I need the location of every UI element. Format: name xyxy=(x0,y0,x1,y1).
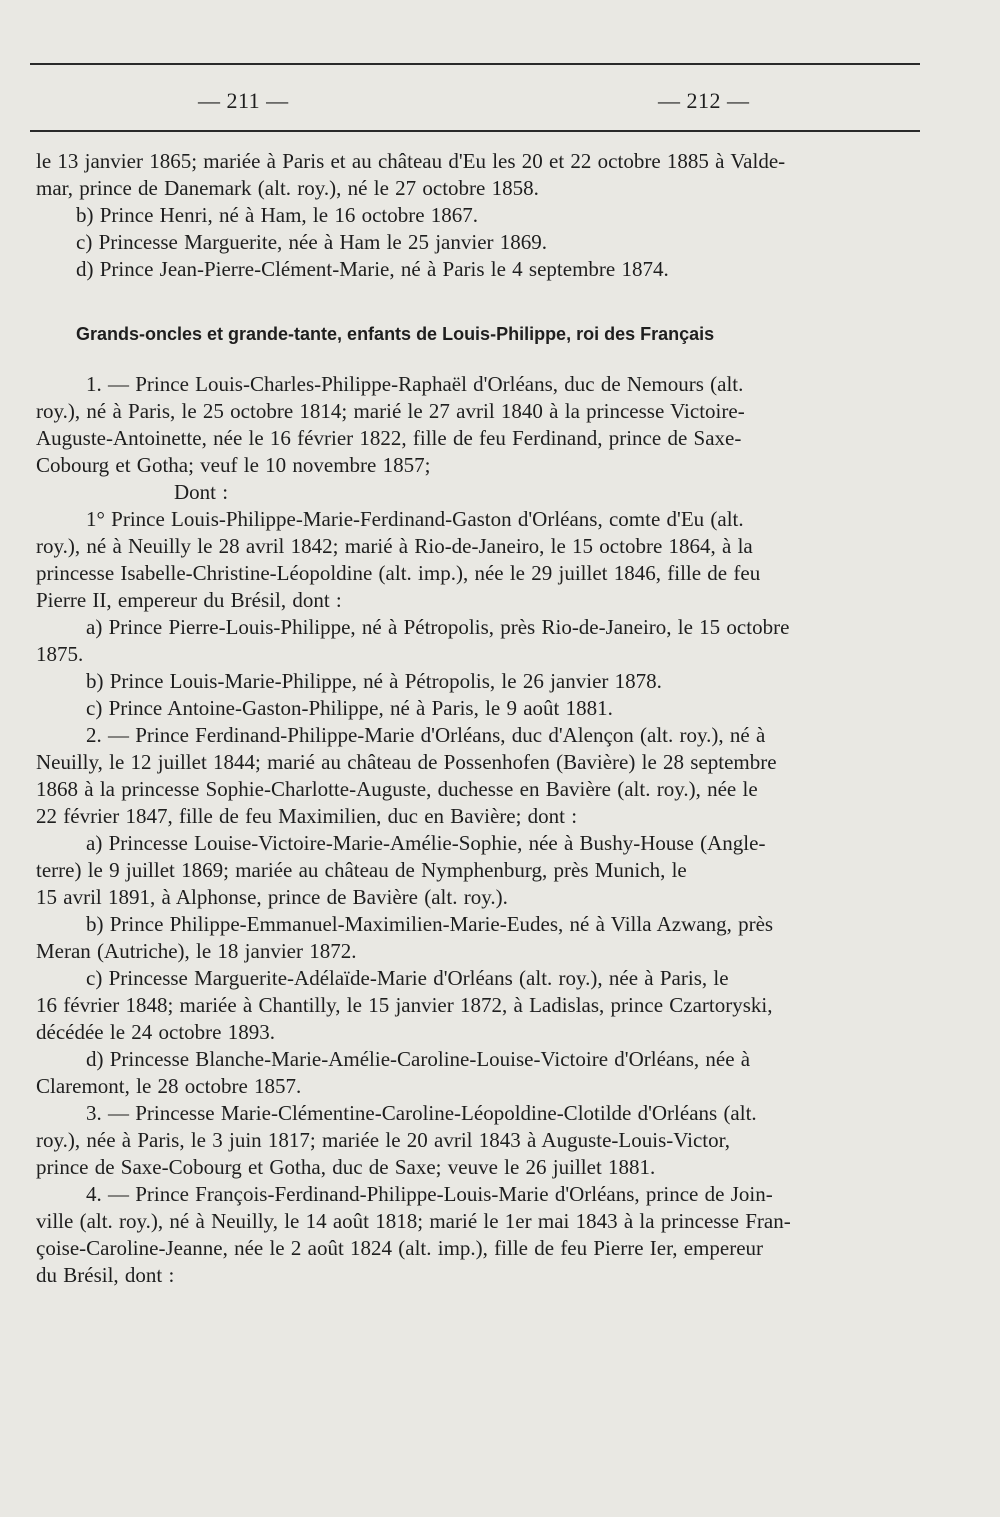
text-line: décédée le 24 octobre 1893. xyxy=(36,1020,275,1044)
text-line: 2. — Prince Ferdinand-Philippe-Marie d'Orléans, duc d'Alençon (alt. roy.), né à xyxy=(86,723,766,747)
page-number-left: — 211 — xyxy=(198,88,289,113)
text-line: Auguste-Antoinette, née le 16 février 1822, fille de feu Ferdinand, prince de Saxe- xyxy=(36,426,742,450)
text-line: çoise-Caroline-Jeanne, née le 2 août 1824 (alt. imp.), fille de feu Pierre Ier, empereur xyxy=(36,1236,764,1260)
text-line: du Brésil, dont : xyxy=(36,1263,175,1287)
text-line: b) Prince Louis-Marie-Philippe, né à Pétropolis, le 26 janvier 1878. xyxy=(86,669,662,693)
text-line: d) Prince Jean-Pierre-Clément-Marie, né à Paris le 4 septembre 1874. xyxy=(76,257,669,281)
text-line: d) Princesse Blanche-Marie-Amélie-Caroline-Louise-Victoire d'Orléans, née à xyxy=(86,1047,751,1071)
text-line: roy.), née à Paris, le 3 juin 1817; mariée le 20 avril 1843 à Auguste-Louis-Victor, xyxy=(36,1128,731,1152)
text-line: Meran (Autriche), le 18 janvier 1872. xyxy=(36,939,357,963)
text-line: c) Princesse Marguerite-Adélaïde-Marie d'Orléans (alt. roy.), née à Paris, le xyxy=(86,966,729,990)
text-line: roy.), né à Neuilly le 28 avril 1842; marié à Rio-de-Janeiro, le 15 octobre 1864, à la xyxy=(36,534,753,558)
text-line: princesse Isabelle-Christine-Léopoldine (alt. imp.), née le 29 juillet 1846, fille de feu xyxy=(36,561,761,585)
text-line: Pierre II, empereur du Brésil, dont : xyxy=(36,588,342,612)
text-line: roy.), né à Paris, le 25 octobre 1814; marié le 27 avril 1840 à la princesse Victoire- xyxy=(36,399,745,423)
text-line: prince de Saxe-Cobourg et Gotha, duc de Saxe; veuve le 26 juillet 1881. xyxy=(36,1155,656,1179)
text-line: Neuilly, le 12 juillet 1844; marié au château de Possenhofen (Bavière) le 28 septembre xyxy=(36,750,777,774)
text-line: 22 février 1847, fille de feu Maximilien, duc en Bavière; dont : xyxy=(36,804,578,828)
header-rule xyxy=(30,130,920,132)
text-line: 15 avril 1891, à Alphonse, prince de Bavière (alt. roy.). xyxy=(36,885,508,909)
text-line: a) Princesse Louise-Victoire-Marie-Amélie-Sophie, née à Bushy-House (Angle- xyxy=(86,831,766,855)
text-line: b) Prince Henri, né à Ham, le 16 octobre 1867. xyxy=(76,203,479,227)
text-line: 1868 à la princesse Sophie-Charlotte-Auguste, duchesse en Bavière (alt. roy.), née le xyxy=(36,777,758,801)
text-line: 1875. xyxy=(36,642,84,666)
text-line: 3. — Princesse Marie-Clémentine-Caroline-Léopoldine-Clotilde d'Orléans (alt. xyxy=(86,1101,757,1125)
text-line: 4. — Prince François-Ferdinand-Philippe-Louis-Marie d'Orléans, prince de Join- xyxy=(86,1182,773,1206)
text-line: mar, prince de Danemark (alt. roy.), né le 27 octobre 1858. xyxy=(36,176,539,200)
text-line: a) Prince Pierre-Louis-Philippe, né à Pétropolis, près Rio-de-Janeiro, le 15 octobre xyxy=(86,615,790,639)
text-line: 1° Prince Louis-Philippe-Marie-Ferdinand-Gaston d'Orléans, comte d'Eu (alt. xyxy=(86,507,744,531)
document-body xyxy=(36,148,936,1289)
section-heading: Grands-oncles et grande-tante, enfants de Louis-Philippe, roi des Français xyxy=(76,324,715,344)
text-line: Dont : xyxy=(174,480,229,504)
page-number-right: — 212 — xyxy=(658,88,750,113)
text-line: c) Princesse Marguerite, née à Ham le 25 janvier 1869. xyxy=(76,230,548,254)
text-line: b) Prince Philippe-Emmanuel-Maximilien-Marie-Eudes, né à Villa Azwang, près xyxy=(86,912,774,936)
text-line: ville (alt. roy.), né à Neuilly, le 14 août 1818; marié le 1er mai 1843 à la princesse Fran- xyxy=(36,1209,791,1233)
top-rule xyxy=(30,63,920,65)
text-line: terre) le 9 juillet 1869; mariée au château de Nymphenburg, près Munich, le xyxy=(36,858,687,882)
text-line: Cobourg et Gotha; veuf le 10 novembre 1857; xyxy=(36,453,431,477)
text-line: Claremont, le 28 octobre 1857. xyxy=(36,1074,302,1098)
text-line: 1. — Prince Louis-Charles-Philippe-Raphaël d'Orléans, duc de Nemours (alt. xyxy=(86,372,744,396)
text-line: c) Prince Antoine-Gaston-Philippe, né à Paris, le 9 août 1881. xyxy=(86,696,613,720)
text-line: le 13 janvier 1865; mariée à Paris et au château d'Eu les 20 et 22 octobre 1885 à Valde- xyxy=(36,149,786,173)
text-line: 16 février 1848; mariée à Chantilly, le 15 janvier 1872, à Ladislas, prince Czartoryski, xyxy=(36,993,773,1017)
